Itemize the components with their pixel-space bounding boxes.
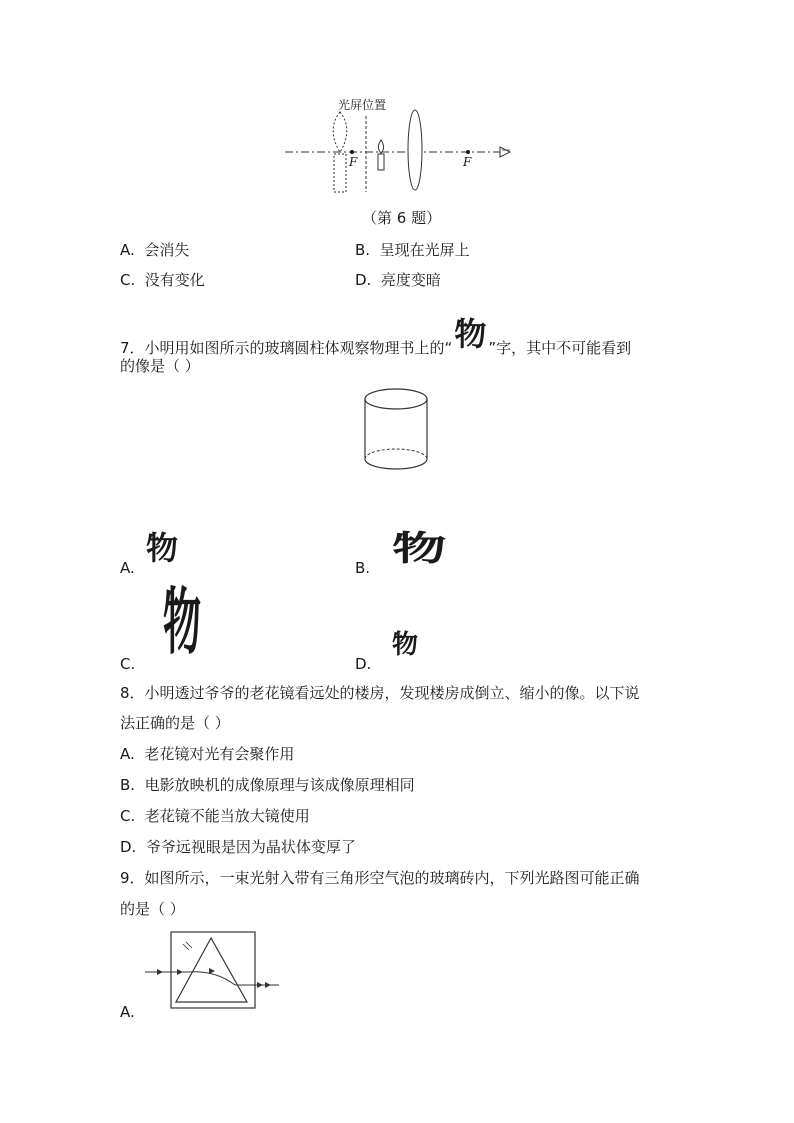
q7-option-c-letter: C.: [120, 655, 136, 673]
q7-option-b-letter: B.: [355, 559, 371, 577]
q7-stem-line1: [120, 315, 632, 358]
q6-option-a-letter: A.: [120, 241, 135, 259]
q6-convex-lens: [408, 110, 422, 190]
q8-option-a: [120, 744, 294, 764]
q8-option-a-text: 老花镜对光有会聚作用: [144, 745, 295, 763]
q8-option-c-text: 老花镜不能当放大镜使用: [144, 807, 310, 825]
q9-option-a-letter: A.: [120, 1003, 135, 1021]
q7-stem-before: 7．小明用如图所示的玻璃圆柱体观察物理书上的“: [120, 339, 453, 357]
q8-option-d-letter: D.: [120, 838, 137, 856]
q9-option-a-figure: [145, 930, 285, 1012]
q6-focal-dot-right: [466, 150, 470, 154]
eye-icon: [500, 147, 510, 157]
q6-candle: [378, 140, 384, 170]
q6-option-b-letter: B.: [355, 241, 371, 259]
q6-option-a-text: 会消失: [144, 241, 190, 259]
q6-focal-right: F: [463, 155, 472, 169]
q8-stem-line2: 法正确的是（ ）: [120, 714, 230, 732]
q6-focal-dot-left: [350, 150, 354, 154]
q7-stem-after: ”字，其中不可能看到: [488, 339, 632, 357]
q8-option-b-text: 电影放映机的成像原理与该成像原理相同: [144, 776, 415, 794]
q6-caption: （第 6 题）: [362, 209, 442, 227]
q6-figure: [280, 92, 520, 202]
q6-screen-label: 光屏位置: [338, 98, 387, 112]
q8-option-d: [120, 837, 356, 857]
q7-stem-line2: 的像是（ ）: [120, 357, 200, 375]
q7-stem-quoted-char: 物: [454, 315, 487, 353]
q6-option-d: [355, 270, 441, 290]
q8-option-a-letter: A.: [120, 745, 135, 763]
q8-option-c-letter: C.: [120, 807, 136, 825]
q6-focal-left: F: [349, 155, 358, 169]
q6-option-c: [120, 270, 205, 290]
q6-option-a: [120, 240, 189, 260]
q8-option-d-text: 爷爷远视眼是因为晶状体变厚了: [145, 838, 356, 856]
q6-option-b-text: 呈现在光屏上: [379, 241, 470, 259]
q7-option-a-letter: A.: [120, 559, 135, 577]
q6-option-c-letter: C.: [120, 271, 136, 289]
q9-stem-line2: 的是（ ）: [120, 900, 185, 918]
q6-option-d-letter: D.: [355, 271, 372, 289]
q9-stem-line1: 9．如图所示，一束光射入带有三角形空气泡的玻璃砖内，下列光路图可能正确: [120, 869, 640, 887]
q6-option-c-text: 没有变化: [144, 271, 205, 289]
q7-cylinder-figure: [360, 385, 432, 477]
q8-option-b-letter: B.: [120, 776, 136, 794]
q6-option-b: [355, 240, 470, 260]
q7-option-c-char: 物: [163, 580, 202, 664]
q8-stem-line1: 8．小明透过爷爷的老花镜看远处的楼房，发现楼房成倒立、缩小的像。以下说: [120, 684, 640, 702]
q7-option-a-char: 物: [146, 529, 179, 567]
q7-option-d-letter: D.: [355, 655, 372, 673]
q8-option-b: [120, 775, 415, 795]
q7-option-b-char: 物: [392, 529, 447, 569]
q7-option-d-char: 物: [392, 630, 419, 660]
q6-option-d-text: 亮度变暗: [380, 271, 441, 289]
q8-option-c: [120, 806, 310, 826]
